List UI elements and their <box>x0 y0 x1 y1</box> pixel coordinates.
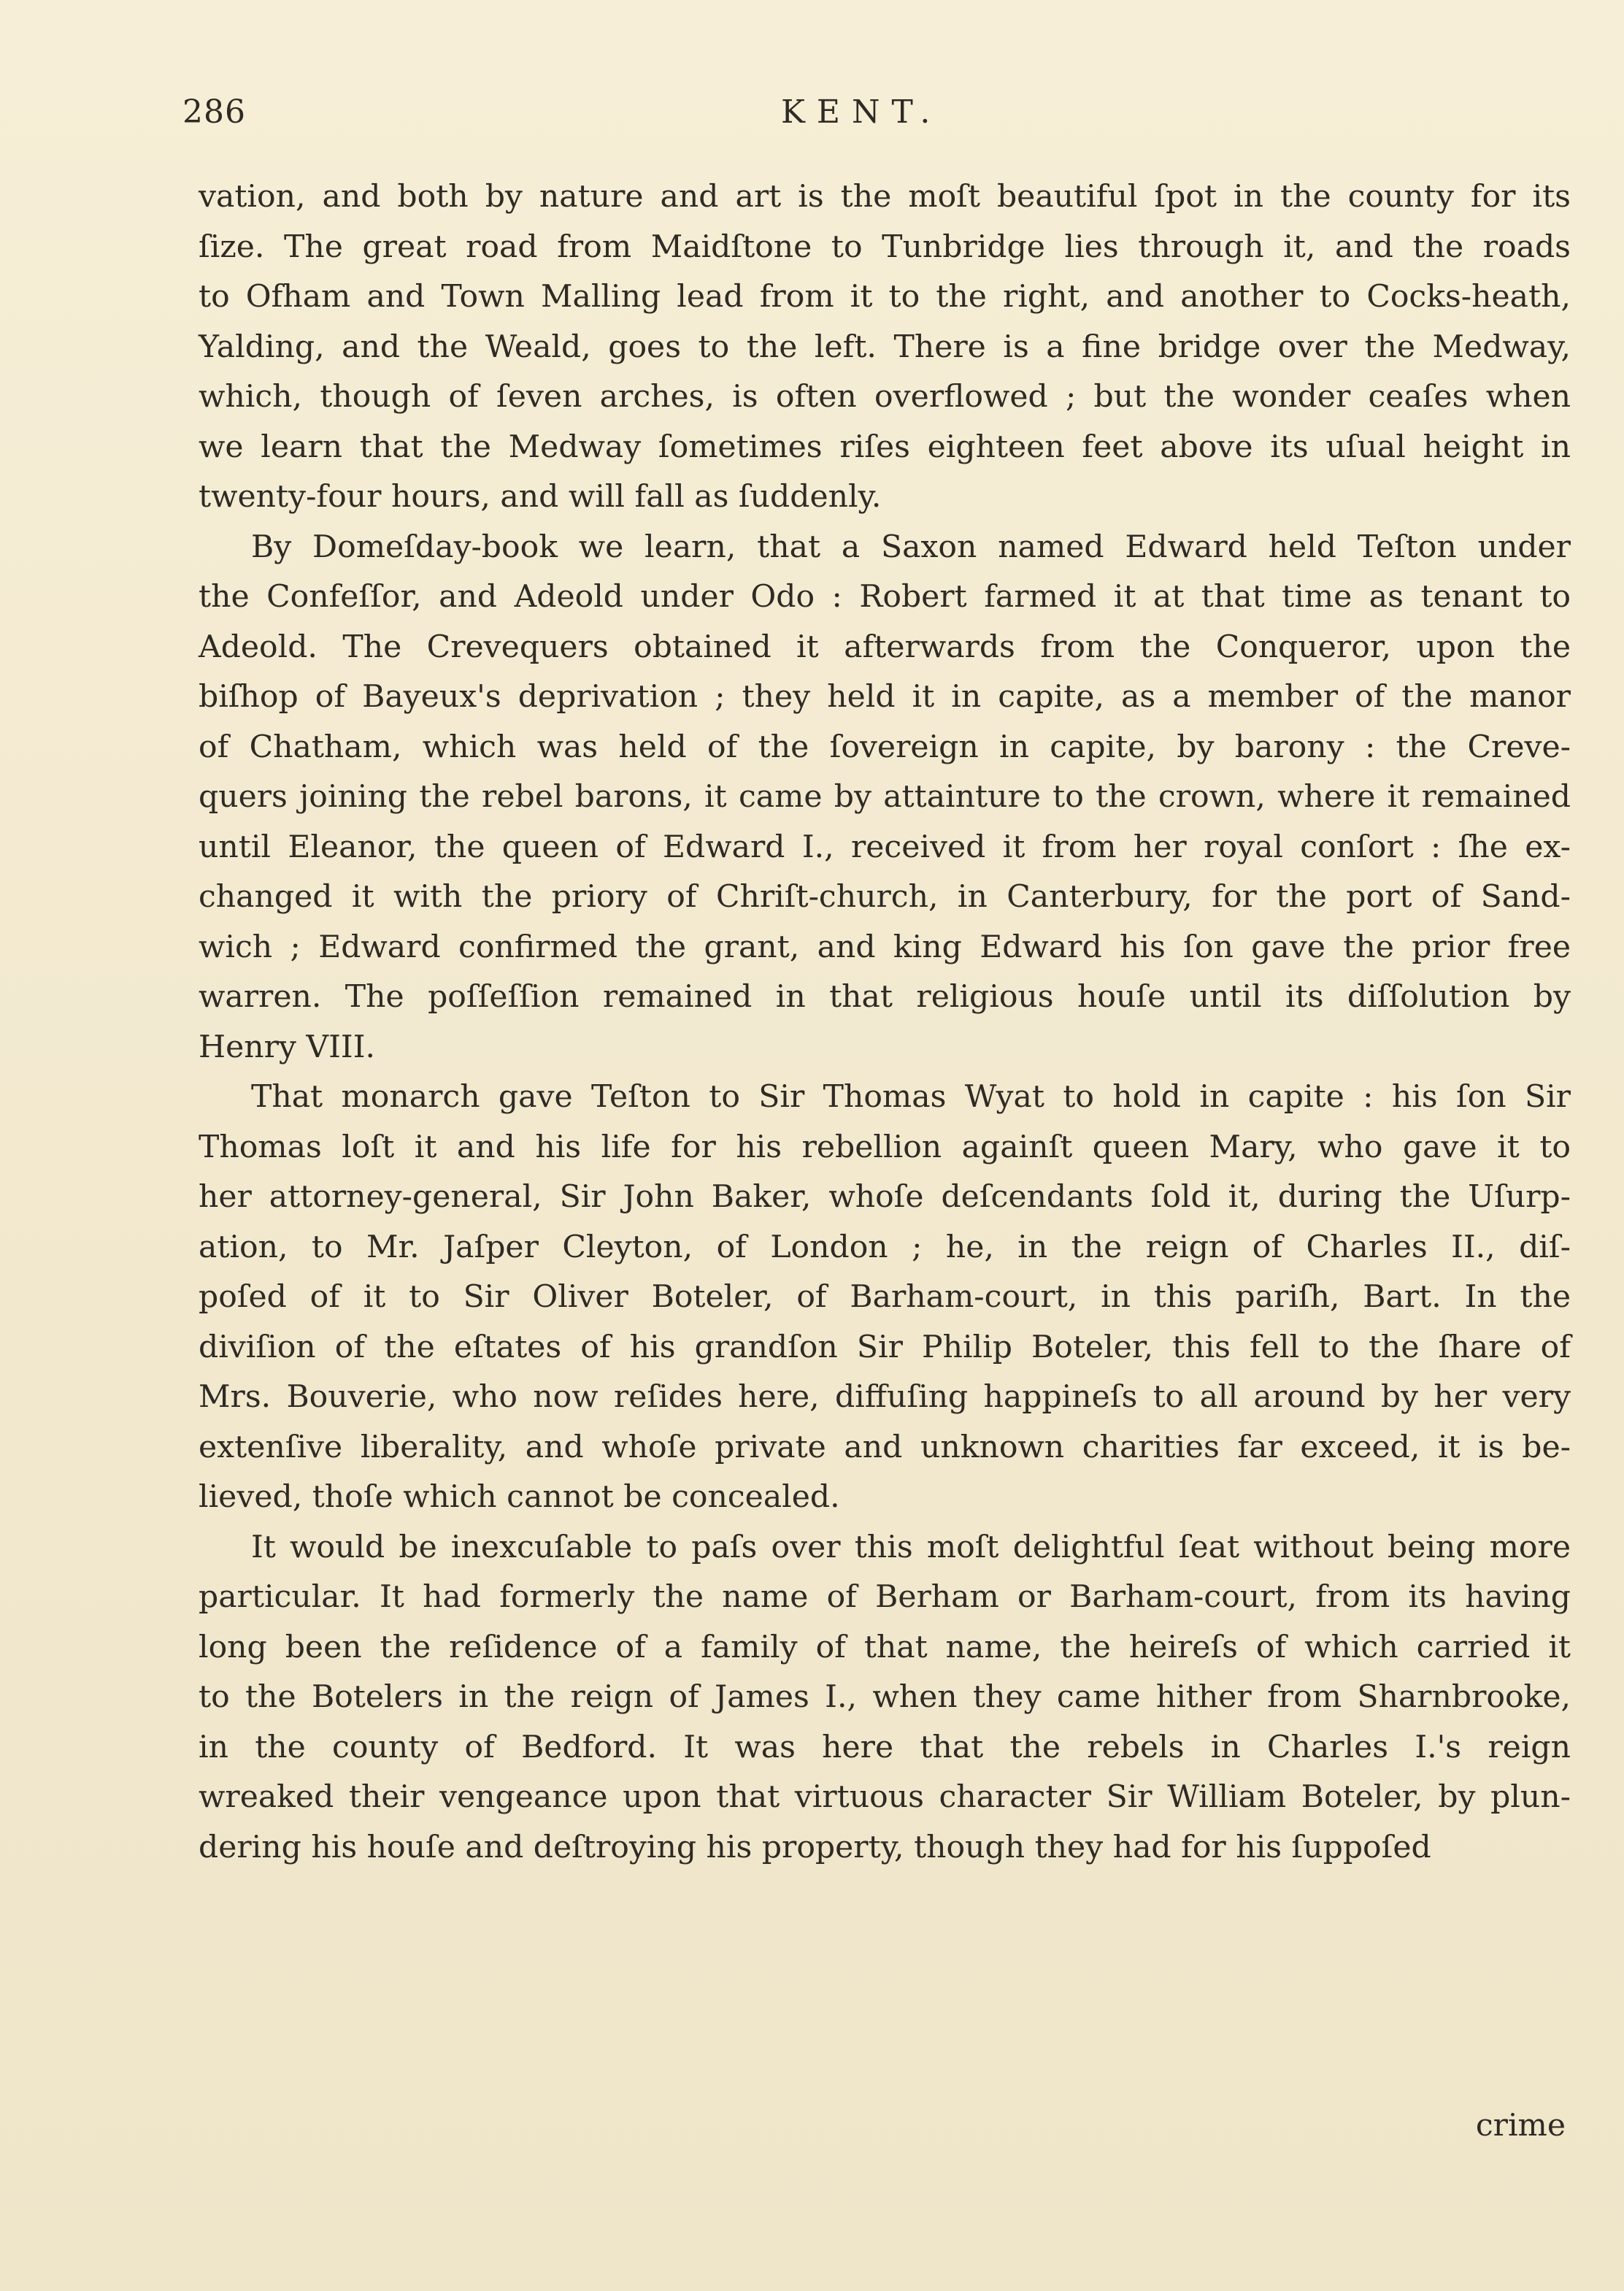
page-number: 286 <box>182 93 246 131</box>
paragraph <box>199 523 1571 1073</box>
running-head: KENT. <box>781 93 942 131</box>
text-line: Henry VIII. <box>199 1029 375 1065</box>
text-line: to the Botelers in the reign of James I., when they came hither from Sharnbrooke, <box>199 1679 1571 1715</box>
text-line: ation, to Mr. Jaſper Cleyton, of London ; he, in the reign of Charles II., diſ- <box>199 1229 1571 1265</box>
text-line: her attorney-general, Sir John Baker, whoſe deſcendants ſold it, during the Uſurp- <box>199 1179 1571 1215</box>
text-line: Thomas loſt it and his life for his rebellion againſt queen Mary, who gave it to <box>199 1129 1571 1165</box>
text-line: long been the reſidence of a family of that name, the heireſs of which carried it <box>199 1629 1571 1665</box>
text-line: dering his houſe and deſtroying his property, though they had for his ſuppoſed <box>199 1829 1431 1865</box>
text-line: in the county of Bedford. It was here that the rebels in Charles I.'s reign <box>199 1729 1571 1765</box>
text-line: wich ; Edward confirmed the grant, and king Edward his ſon gave the prior free <box>199 929 1571 965</box>
text-line: lieved, thoſe which cannot be concealed. <box>199 1479 840 1515</box>
paragraph <box>199 1072 1571 1523</box>
text-line: changed it with the priory of Chriſt-church, in Canterbury, for the port of Sand- <box>199 879 1571 915</box>
text-line: vation, and both by nature and art is the moſt beautiful ſpot in the county for its <box>199 179 1571 215</box>
text-line: until Eleanor, the queen of Edward I., received it from her royal conſort : ſhe ex- <box>199 829 1571 865</box>
text-line: extenſive liberality, and whoſe private and unknown charities far exceed, it is be- <box>199 1429 1571 1465</box>
catchword: crime <box>1475 2108 1566 2144</box>
text-line: we learn that the Medway ſometimes riſes eighteen feet above its uſual height in <box>199 429 1571 465</box>
text-line: to Ofham and Town Malling lead from it to the right, and another to Cocks-heath, <box>199 279 1571 315</box>
text-line: biſhop of Bayeux's deprivation ; they held it in capite, as a member of the manor <box>199 679 1571 715</box>
text-line: which, though of ſeven arches, is often overflowed ; but the wonder ceaſes when <box>199 379 1571 415</box>
text-line: quers joining the rebel barons, it came by attainture to the crown, where it remained <box>199 779 1571 815</box>
text-line: twenty-four hours, and will fall as ſuddenly. <box>199 479 882 515</box>
text-line: It would be inexcuſable to paſs over this moſt delightful ſeat without being more <box>251 1529 1571 1565</box>
text-line: particular. It had formerly the name of Berham or Barham-court, from its having <box>199 1579 1571 1615</box>
body-text <box>199 172 1571 1873</box>
text-line: Adeold. The Crevequers obtained it afterwards from the Conqueror, upon the <box>199 629 1571 665</box>
text-line: That monarch gave Teſton to Sir Thomas Wyat to hold in capite : his ſon Sir <box>251 1079 1571 1115</box>
text-line: By Domeſday-book we learn, that a Saxon named Edward held Teſton under <box>251 529 1571 565</box>
text-line: diviſion of the eſtates of his grandſon Sir Philip Boteler, this fell to the ſhare of <box>199 1329 1571 1365</box>
text-line: of Chatham, which was held of the ſovereign in capite, by barony : the Creve- <box>199 729 1571 765</box>
text-line: Yalding, and the Weald, goes to the left. There is a fine bridge over the Medway, <box>199 329 1571 365</box>
paragraph <box>199 172 1571 523</box>
text-line: wreaked their vengeance upon that virtuous character Sir William Boteler, by plun- <box>199 1779 1571 1815</box>
page-header <box>182 93 1569 145</box>
paragraph <box>199 1523 1571 1873</box>
text-line: warren. The poſſeſſion remained in that religious houſe until its diſſolution by <box>199 979 1571 1015</box>
text-line: ſize. The great road from Maidſtone to Tunbridge lies through it, and the roads <box>199 229 1571 265</box>
text-line: Mrs. Bouverie, who now reſides here, diffuſing happineſs to all around by her very <box>199 1379 1571 1415</box>
text-line: the Confeſſor, and Adeold under Odo : Robert farmed it at that time as tenant to <box>199 579 1571 615</box>
text-line: poſed of it to Sir Oliver Boteler, of Barham-court, in this pariſh, Bart. In the <box>199 1279 1571 1315</box>
